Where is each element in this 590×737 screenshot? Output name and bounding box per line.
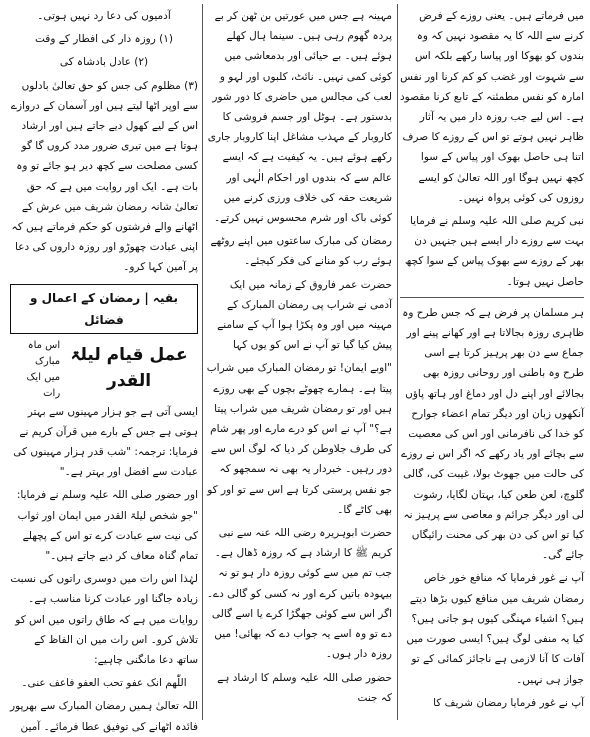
continued-label: بقیہ <box>152 290 178 305</box>
left-intro-line: آدمیوں کی دعا رد نہیں ہوتی۔ <box>37 10 171 22</box>
middle-paragraph-2: رمضان کی مبارک ساعتوں میں اپنے روٹھے ہوئے رب کو منانے کی فکر کیجئے۔ <box>210 235 392 268</box>
right-paragraph-5: آپ نے غور فرمایا رمضان شریف کا <box>433 696 584 709</box>
right-paragraph-2: نبی کریم صلی اللہ علیہ وسلم نے فرمایا بہت سے روزے دار ایسے ہیں جنہیں دن بھر کے روزے سے بھوک پیاس کے سوا کچھ حاصل نہیں ہوتا۔ <box>404 215 584 288</box>
side-note-block <box>10 338 60 402</box>
right-paragraph-3: ہر مسلمان پر فرض ہے کہ جس طرح وہ ظاہری روزہ بجالاتا ہے اور کھانے پینے اور جماع سے دن بھر پرہیز کرتا ہے اسی طرح وہ باطنی اور روحانی روزہ بھی بجالائے اور اپنے دل اور دماغ اور ہاتھ پاؤں آنکھوں زبان اور دیگر تمام اعضاء جوارح کو خدا کی نافرمانی اور اس کی معصیت سے بچائے اور یاد رکھے کہ اگر اس نے روزے کی حالت میں جھوٹ بولا، غیبت کی، گالی گلوچ، لعن طعن کیا، بہتان لگایا، رشوت لی اور دیگر جرائم و معاصی سے پرہیز نہ کیا تو اس کی دن بھر کی محنت رائیگاں جائے گی۔ <box>401 306 584 562</box>
side-note-right: اس ماہ مبارک <box>27 339 61 367</box>
column-rule <box>202 4 203 720</box>
middle-paragraph-4: "اوبے ایمان! تو رمضان المبارک میں شراب پیتا ہے۔ ہمارے چھوٹے بچوں کے بھی روزے ہیں اور تو رمضان شریف میں شراب پیتا ہے؟" آپ نے اس کو درے مارے اور پھر شام کی طرف جلاوطن کر دیا کہ لوگ اس سے دور رہیں۔ خبردار یہ بھی نہ سمجھو کہ جو نفس پرستی کرتا ہے اس سے تو اور کو بھی کاٹے گا۔ <box>206 362 392 516</box>
left-paragraph-3: لہٰذا اس رات میں دوسری راتوں کی نسبت زیادہ جاگنا اور عبادت کرنا مناسب ہے۔ روایات میں ہے کہ طاق راتوں میں اس کو تلاش کرو۔ اس رات میں ان الفاظ کے ساتھ دعا مانگنی چاہیے: <box>10 573 198 667</box>
closing-prayer: اللہ تعالیٰ ہمیں رمضان المبارک سے بھرپور فائدہ اٹھانے کی توفیق عطا فرمائے۔ آمین <box>10 700 198 733</box>
middle-paragraph-3: حضرت عمر فاروق کے زمانہ میں ایک آدمی نے شراب پی رمضان المبارک کے مہینہ میں اور وہ پکڑا ہوا آپ کے سامنے پیش کیا گیا تو آپ نے اس کو یوں کہا <box>217 278 392 352</box>
middle-paragraph-1: مہینہ ہے جس میں عورتیں بن ٹھن کر بے پردہ گھوم رہی ہیں۔ سینما ہال کھلے ہوئے ہیں۔ بے حیائی اور بدمعاشی میں کوئی کمی نہیں۔ نائٹ، کلبوں اور لہو و لعب کی مجالس میں حاضری کا دور شور بدستور ہے۔ ہوٹل اور جسم فروشی کا کاروبار کے مہذب مشاغل اپنا کاروبار جاری رکھے ہوئے ہیں۔ یہ کیفیت ہے کہ ایسے عالم سے کہ بندوں اور احکام الٰہی اور شریعت حقہ کی خلاف ورزی کرنے میں کوئی باک اور شرم محسوس نہیں کرتے۔ <box>207 10 392 225</box>
right-paragraph-4: آپ نے غور فرمایا کہ منافع خور خاص رمضان شریف میں منافع کیوں بڑھا دیتے ہیں؟ اشیاء مہنگی کیوں ہو جاتی ہیں؟ کیا یہ منفی لوگ ہیں؟ ایسی صورت میں آفات کا آنا لازمی ہے ناجائز کمائی کے تو جواز ہی نہیں۔ <box>406 572 584 686</box>
numbered-item-1: (۱) روزہ دار کی افطار کے وقت <box>34 33 174 46</box>
numbered-item-3: (۳) مظلوم کی جس کو حق تعالیٰ بادلوں سے اوپر اٹھا لیتے ہیں اور آسمان کے دروازے اس کے لیے کھول دیے جاتے ہیں اور ارشاد ہوتا ہے میں تیری ضرور مدد کروں گا گو کسی مصلحت سے کچھ دیر ہو جائے تو وہ بات ہے۔ ایک اور روایت میں ہے کہ حق تعالیٰ شانہ رمضان شریف میں عرش کے اٹھانے والے فرشتوں کو حکم فرماتے ہیں کہ اپنی عبادت چھوڑو اور روزہ داروں کی دعا پر آمین کہا کرو۔ <box>10 79 198 274</box>
middle-paragraph-5: حضرت ابوہریرہ رضی اللہ عنہ سے نبی کریم ﷺ کا ارشاد ہے کہ روزہ ڈھال ہے۔ جب تم میں سے کوئی روزہ دار ہو تو نہ بیہودہ باتیں کرے اور نہ کسی کو گالی دے۔ اگر اس سے کوئی جھگڑا کرے یا اسے گالی دے تو وہ اسے یہ جواب دے کہ بھائی! میں روزہ دار ہوں۔ <box>206 527 392 661</box>
middle-column <box>206 6 392 718</box>
left-column <box>10 6 198 733</box>
heading-row <box>10 338 198 402</box>
continued-title: رمضان کے اعمال و فضائل <box>29 290 141 327</box>
divider <box>400 297 584 298</box>
middle-paragraph-6: حضور صلی اللہ علیہ وسلم کا ارشاد ہے کہ جنت <box>217 671 392 704</box>
numbered-item-2: (۲) عادل بادشاہ کی <box>59 56 149 69</box>
right-column <box>400 6 584 718</box>
column-rule <box>397 4 398 720</box>
left-paragraph-2: اور حضور صلی اللہ علیہ وسلم نے فرمایا: "جو شخص لیلۃ القدر میں ایمان اور ثواب کی نیت سے عبادت کرے تو اس کے پچھلے تمام گناہ معاف کر دیے جاتے ہیں۔" <box>16 489 198 563</box>
section-heading: عمل قیام لیلۃ القدر <box>70 344 188 391</box>
dua-text: اللّٰھم انک عفو تحب العفو فاعف عنی۔ <box>21 677 187 690</box>
side-note-left: میں ایک رات <box>26 371 61 399</box>
right-paragraph-1: میں فرماتے ہیں۔ یعنی روزے کے فرض کرنے سے اللہ کا یہ مقصود نہیں کہ وہ بندوں کو بھوکا اور پیاسا رکھے بلکہ اس سے شہوت اور غضب کو کم کرنا اور نفس امارہ کو نفس مطمئنہ کے تابع کرنا مقصود ہے۔ اس لیے جب روزہ دار میں یہ آثار ظاہر نہیں ہوتے تو اس کے روزے کا صرف اتنا ہی حاصل بھوک اور پیاس کے سوا کچھ نہیں ہوگا اور اللہ تعالیٰ کو ایسے روزوں کی کوئی پرواہ نہیں۔ <box>399 10 584 204</box>
left-paragraph-1: ایسی آتی ہے جو ہزار مہینوں سے بہتر ہوتی ہے جس کے بارے میں قرآن کریم نے فرمایا: ترجمہ: "شب قدر ہزار مہینوں کی عبادت سے افضل اور بہتر ہے۔" <box>13 405 198 479</box>
continued-section-label: بقیہ | رمضان کے اعمال و فضائل <box>10 284 198 334</box>
